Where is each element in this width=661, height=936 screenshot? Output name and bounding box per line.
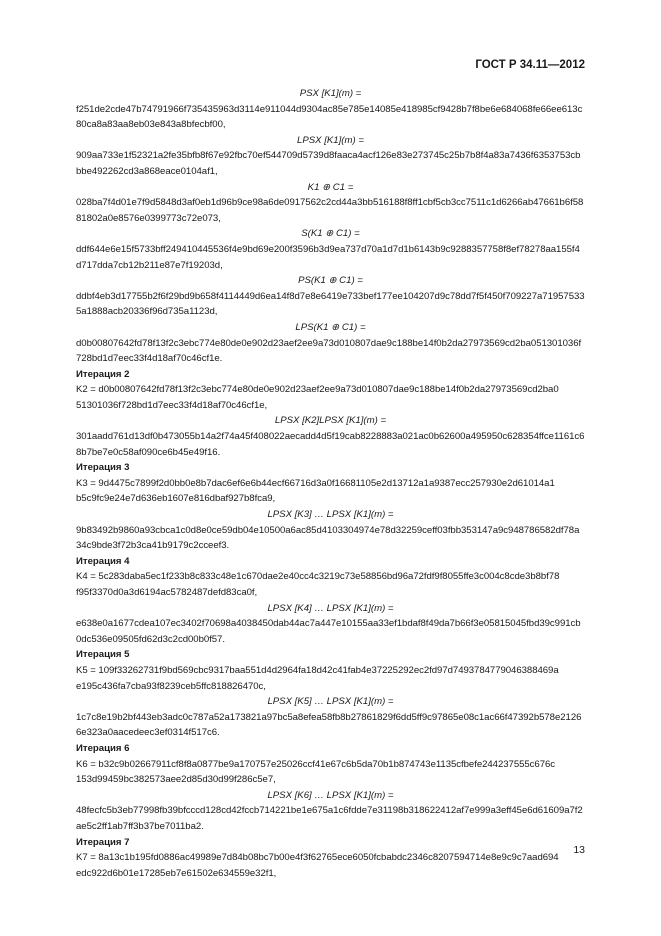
round-key-line: K2 = d0b00807642fd78f13f2c3ebc774e80de0e902d23aef2ee9a73d010807dae9c188be14f0b2da27973569cd2ba0 [76, 384, 559, 396]
hex-value-line: 909aa733e1f52321a2fe35bfb8f67e92fbc70ef544709d5739d8faaca4acf126e83e273745c25b7b8f4a83a7436f6353753cb [76, 150, 581, 162]
standard-header: ГОСТ Р 34.11—2012 [475, 59, 585, 71]
page-number: 13 [573, 844, 585, 856]
hex-value-line: 80ca8a83aa8eb03e843a8bfecbf00, [76, 119, 226, 131]
equation-label: LPSX [K5] … LPSX [K1](m) = [267, 696, 394, 708]
hex-value-line: 728bd1d7eec33f4d18af70c46cf1e. [76, 353, 223, 365]
round-key-line: K7 = 8a13c1b195fd0886ac49989e7d84b08bc7b00e4f3f62765ece6050fcbabdc2346c8207594714e8e9c9c7aad694 [76, 852, 559, 864]
round-key-line: K5 = 109f33262731f9bd569cbc9317baa551d4d2964fa18d42c41fab4e37225292ec2fd97d7493784779046388469a [76, 664, 559, 676]
equation-label: K1 ⊕ C1 = [307, 181, 354, 193]
round-key-line: K6 = b32c9b02667911cf8f8a0877be9a170757e25026ccf41e67c6b5da70b1b874743e1135cfbefe244237555c676c [76, 758, 556, 770]
equation-label: LPSX [K2]LPSX [K1](m) = [274, 415, 387, 427]
iteration-heading: Итерация 2 [76, 368, 130, 380]
equation-label: PSX [K1](m) = [299, 88, 362, 99]
hex-value-line: 0dc536e09505fd62d3c2cd00b0f57. [76, 633, 225, 645]
hex-value-line: 301aadd761d13df0b473055b14a2f74a45f408022aecadd4d5f19cab8228883a021ac0b62600a495950c628354ffce1161c6 [76, 431, 585, 443]
hex-value-line: bbe492262cd3a868eace0104af1, [76, 165, 218, 177]
equation-label: LPSX [K1](m) = [297, 134, 364, 146]
document-body [76, 86, 585, 881]
equation-label: S(K1 ⊕ C1) = [301, 228, 360, 240]
iteration-heading: Итерация 4 [76, 555, 130, 567]
round-key-line: K3 = 9d4475c7899f2d0bb0e8b7dac6ef6e6b44ecf66716d3a0f16681105e2d13712a1a9387ecc257930e2d61014a1 [76, 477, 555, 489]
hex-value-line: 5a1888acb20336f96d735a1123d, [76, 306, 218, 318]
hex-value-line: ae5c2ff1ab7ff3b37be7011ba2. [76, 820, 204, 832]
hex-value-line: ddbf4eb3d17755b2f6f29bd9b658f4114449d6ea14f8d7e8e6419e733bef177ee104207d9c78dd7f5f450f709227a71957533 [76, 290, 585, 302]
hex-value-line: e638e0a1677cdea107ec3402f70698a4038450dab44ac7a447e10155aa33ef1bdaf8f49da7b66f3e05815045fbd39c991cb [76, 618, 581, 630]
iteration-heading: Итерация 3 [76, 462, 130, 474]
round-key-line: K4 = 5c283daba5ec1f233b8c833c48e1c670dae2e40cc4c3219c73e58856bd96a72fdf9f8055ffe3c004c8cde3b8bf78 [76, 571, 560, 583]
hex-value-line: ddf644e6e15f5733bff249410445536f4e9bd69e200f3596b3d9ea737d70a1d7d1b6143b9c9288357758f8ef78278aa155f4 [76, 243, 580, 255]
hex-value-line: 81802a0e8576e0399773c72e073, [76, 212, 221, 224]
equation-label: LPSX [K3] … LPSX [K1](m) = [267, 509, 394, 521]
hex-value-line: 153d99459bc382573aee2d85d30d99f286c5e7, [76, 774, 276, 786]
equation-label: LPSX [K6] … LPSX [K1](m) = [267, 789, 394, 801]
hex-value-line: d717dda7cb12b211e87e7f19203d, [76, 259, 223, 271]
hex-value-line: 34c9bde3f72b3ca41b9179c2cceef3. [76, 540, 230, 552]
iteration-heading: Итерация 6 [76, 742, 130, 754]
hex-value-line: 028ba7f4d01e7f9d5848d3af0eb1d96b9ce98a6de0917562c2cd44a3bb516188f8ff1cbf5cb3cc7511c1d6266ab47661b6f58 [76, 197, 584, 209]
hex-value-line: 48fecfc5b3eb77998fb39bfcccd128cd42fccb714221be1e675a1c6fdde7e31198b318622412af7e999a3eff45e6d61609a7f2 [76, 805, 583, 817]
hex-value-line: f95f3370d0a3d6194ac5782487defd83ca0f, [76, 587, 258, 598]
hex-value-line: 9b83492b9860a93cbca1c0d8e0ce59db04e10500a6ac85d4103304974e78d32259ceff03fbb353147a9c948786582df78a [76, 524, 580, 536]
hex-value-line: d0b00807642fd78f13f2c3ebc774e80de0e902d23aef2ee9a73d010807dae9c188be14f0b2da27973569cd2ba051301036f [76, 337, 582, 349]
hex-value-line: 51301036f728bd1d7eec33f4d18af70c46cf1e, [76, 399, 268, 411]
hex-value-line: 8b7be7e0c58af090ce6b45e49f16. [76, 446, 221, 458]
iteration-heading: Итерация 7 [76, 836, 130, 848]
equation-label: PS(K1 ⊕ C1) = [298, 275, 363, 287]
equation-label: LPS(K1 ⊕ C1) = [295, 321, 366, 333]
equation-label: LPSX [K4] … LPSX [K1](m) = [267, 602, 394, 614]
hex-value-line: b5c9fc9e24e7d636eb1607e816dbaf927b8fca9, [76, 493, 276, 505]
iteration-heading: Итерация 5 [76, 649, 130, 661]
hex-value-line: 1c7c8e19b2bf443eb3adc0c787a52a173821a97bc5a8efea58fb8b27861829f6dd5ff9c97865e08c1ac66f47392b578e2126 [76, 711, 582, 723]
hex-value-line: edc922d6b01e17285eb7e61502e634559e32f1, [76, 867, 277, 879]
hex-value-line: f251de2cde47b74791966f735435963d3114e911044d9304ac85e785e14085e418985cf9428b7f8be6e684068fe66ee613c [76, 103, 583, 115]
hex-value-line: e195c436fa7cba93f8239ceb5ffc818826470c, [76, 680, 266, 692]
hex-value-line: 6e323a0aacedeec3ef0314f517c6. [76, 727, 220, 739]
